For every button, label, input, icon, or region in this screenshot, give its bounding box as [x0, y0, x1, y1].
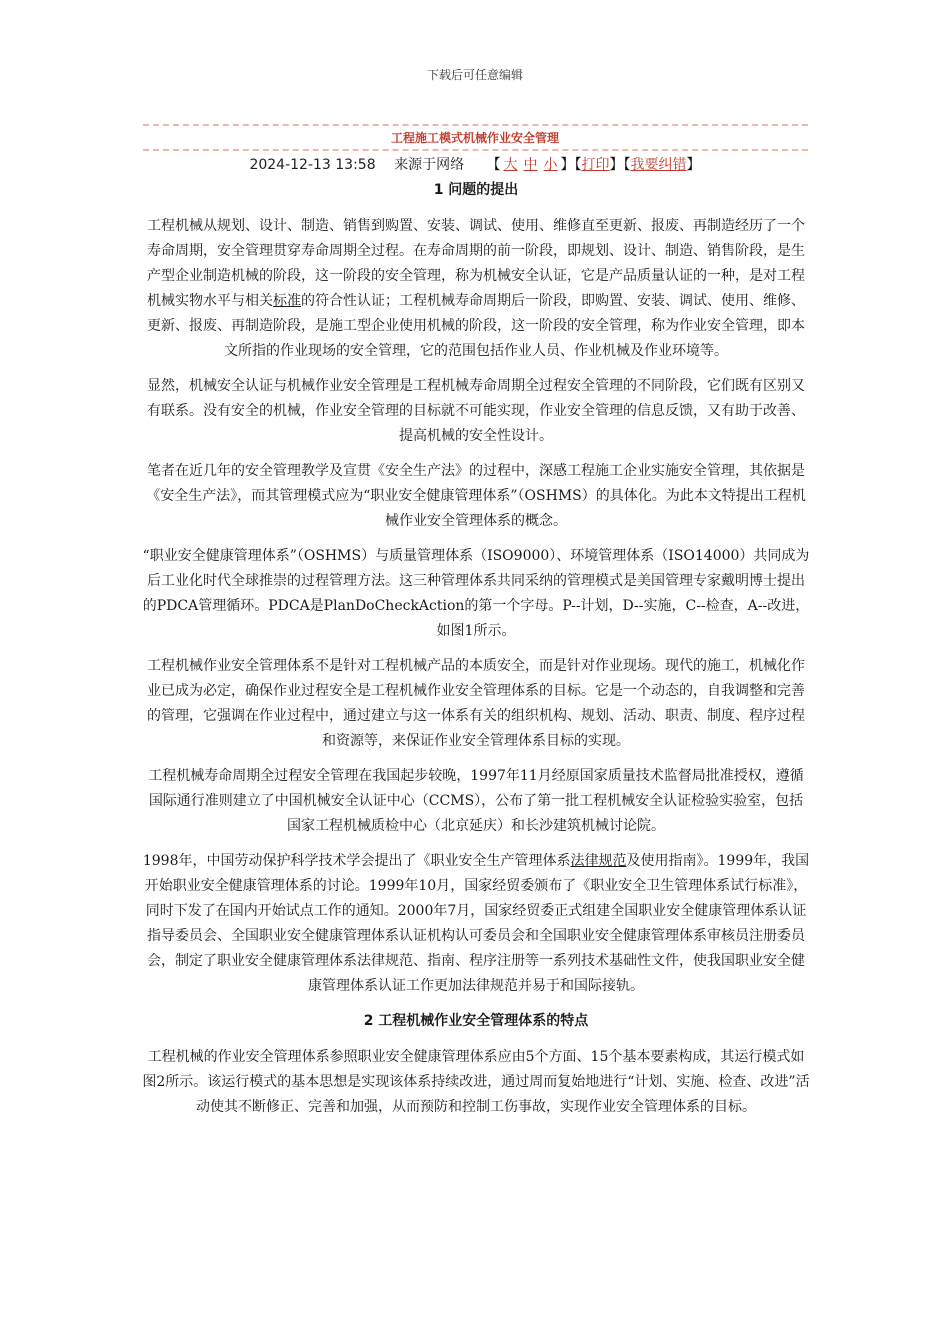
legal-norms-link[interactable]: 法律规范	[570, 853, 627, 869]
bracket-open: 【	[574, 157, 582, 173]
bracket-open: 【	[623, 157, 631, 173]
paragraph-text: 及使用指南》。1999年，我国开始职业安全健康管理体系的讨论。1999年10月，国家经贸委颁布了《职业安全卫生管理体系试行标准》，同时下发了在国内开始试点工作的通知。2000年7月，国家经贸委正式组建全国职业安全健康管理体系认证指导委员会、全国职业安全健康管理体系认证机构认可委员会和全国职业安全健康管理体系审核员注册委员会，制定了职业安全健康管理体系法律规范、指南、程序注册等一系列技术基础性文件，使我国职业安全健康管理体系认证工作更加法律规范并易于和国际接轨。	[144, 853, 810, 994]
paragraph-5: 工程机械作业安全管理体系不是针对工程机械产品的本质安全，而是针对作业现场。现代的施工，机械化作业已成为必定，确保作业过程安全是工程机械作业安全管理体系的目标。它是一个动态的，自我调整和完善的管理，它强调在作业过程中，通过建立与这一体系有关的组织机构、规划、活动、职责、制度、程序过程和资源等，来保证作业安全管理体系目标的实现。	[147, 658, 805, 749]
section-heading-2: 2 工程机械作业安全管理体系的特点	[363, 1013, 589, 1029]
report-error-link[interactable]: 我要纠错	[630, 157, 687, 173]
article-title: 工程施工模式机械作业安全管理	[390, 131, 559, 145]
article-source: 来源于网络	[394, 157, 465, 173]
bracket-close: 】	[609, 157, 624, 173]
print-link[interactable]: 打印	[581, 157, 610, 173]
publish-date: 2024-12-13 13:58	[249, 157, 376, 173]
paragraph-text: 的符合性认证；工程机械寿命周期后一阶段，即购置、安装、调试、使用、维修、更新、报废、再制造阶段，是施工型企业使用机械的阶段，这一阶段的安全管理，称为作业安全管理，即本文所指的作业现场的安全管理，它的范围包括作业人员、作业机械及作业环境等。	[147, 293, 805, 359]
section-heading-1: 1 问题的提出	[433, 182, 519, 198]
paragraph-3: 笔者在近几年的安全管理教学及宣贯《安全生产法》的过程中，深感工程施工企业实施安全管理，其依据是《安全生产法》，而其管理模式应为“职业安全健康管理体系”（OSHMS）的具体化。为此本文特提出工程机械作业安全管理体系的概念。	[146, 463, 806, 529]
font-size-large-link[interactable]: 大	[503, 157, 518, 173]
title-divider-bottom	[143, 149, 808, 151]
paragraph-4: “职业安全健康管理体系”（OSHMS）与质量管理体系（ISO9000）、环境管理体系（ISO14000）共同成为后工业化时代全球推崇的过程管理方法。这三种管理体系共同采纳的管理模式是美国管理专家戴明博士提出的PDCA管理循环。PDCA是PlanDoCheckAction的第一个字母。P--计划，D--实施，C--检查，A--改进，如图1所示。	[142, 548, 810, 639]
bracket-open: 【	[486, 157, 501, 173]
article-meta	[0, 154, 950, 174]
download-note: 下载后可任意编辑	[426, 68, 523, 82]
font-size-small-link[interactable]: 小	[543, 157, 558, 173]
title-divider-top	[143, 124, 808, 126]
paragraph-text: 工程机械从规划、设计、制造、销售到购置、安装、调试、使用、维修直至更新、报废、再制造经历了一个寿命周期，安全管理贯穿寿命周期全过程。在寿命周期的前一阶段，即规划、设计、制造、销售阶段，是生产型企业制造机械的阶段，这一阶段的安全管理，称为机械安全认证，它是产品质量认证的一种，是对工程机械实物水平与相关	[147, 218, 805, 309]
paragraph-text: 1998年，中国劳动保护科学技术学会提出了《职业安全生产管理体系	[142, 853, 571, 869]
paragraph-7	[142, 849, 810, 999]
bracket-close: 】	[560, 157, 575, 173]
font-size-medium-link[interactable]: 中	[523, 157, 538, 173]
bracket-close: 】	[686, 157, 701, 173]
paragraph-2: 显然，机械安全认证与机械作业安全管理是工程机械寿命周期全过程安全管理的不同阶段，它们既有区别又有联系。没有安全的机械，作业安全管理的目标就不可能实现，作业安全管理的信息反馈，又有助于改善、提高机械的安全性设计。	[147, 378, 805, 444]
paragraph-8: 工程机械的作业安全管理体系参照职业安全健康管理体系应由5个方面、15个基本要素构成，其运行模式如图2所示。该运行模式的基本思想是实现该体系持续改进，通过周而复始地进行“计划、实施、检查、改进”活动使其不断修正、完善和加强，从而预防和控制工伤事故，实现作业安全管理体系的目标。	[142, 1049, 810, 1115]
paragraph-1	[142, 214, 810, 364]
article-body	[142, 178, 810, 1130]
paragraph-6: 工程机械寿命周期全过程安全管理在我国起步较晚，1997年11月经原国家质量技术监督局批准授权，遵循国际通行准则建立了中国机械安全认证中心（CCMS），公布了第一批工程机械安全认证检验实验室，包括国家工程机械质检中心（北京延庆）和长沙建筑机械讨论院。	[148, 768, 804, 834]
standard-link[interactable]: 标准	[273, 293, 301, 309]
